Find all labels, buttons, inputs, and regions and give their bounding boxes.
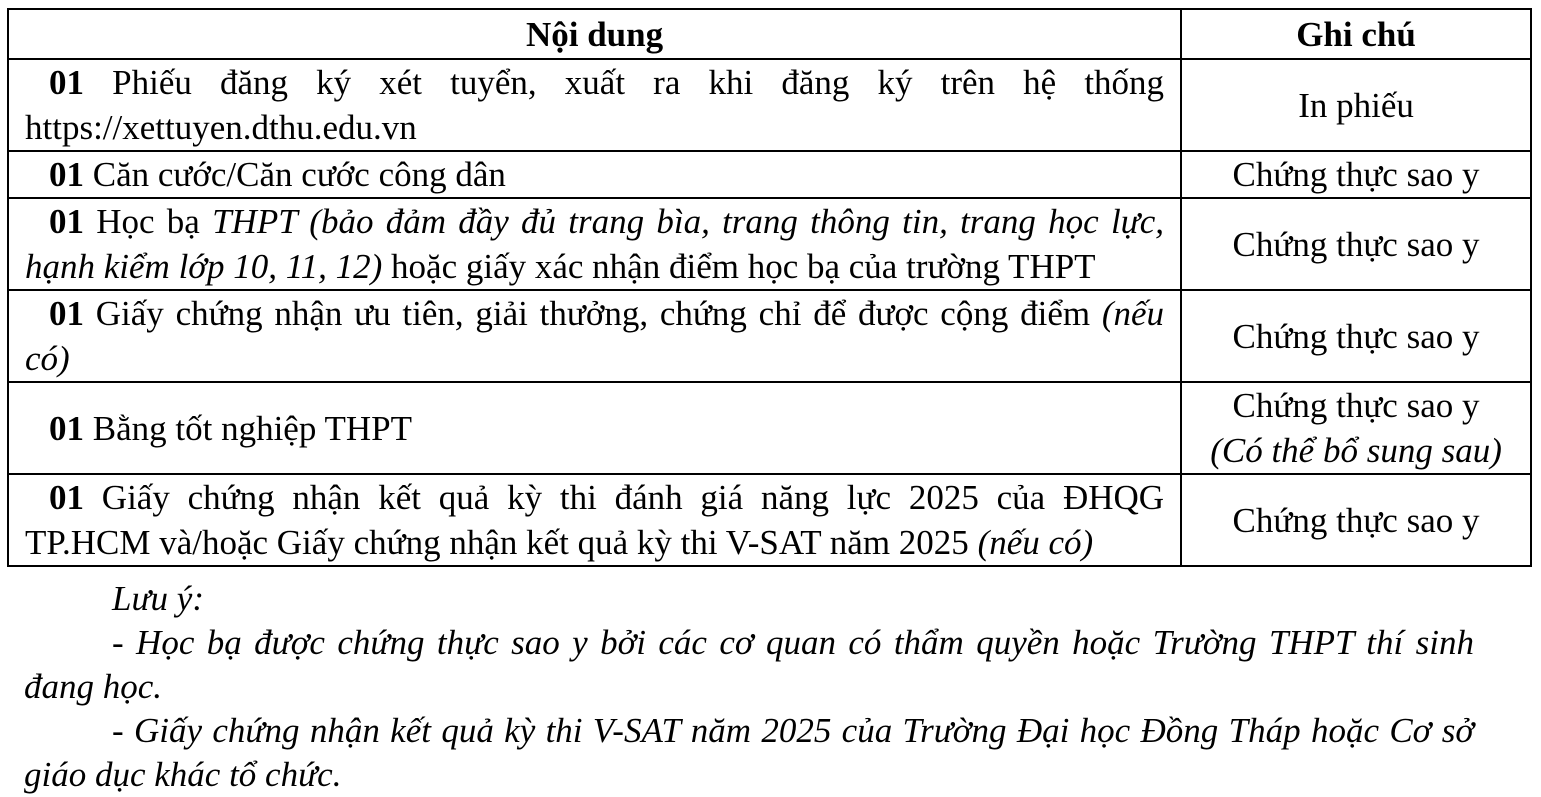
- item-text: Giấy chứng nhận kết quả kỳ thi đánh giá năng lực 2025 của ĐHQG TP.HCM và/hoặc Giấy chứng nhận kết quả kỳ thi V-SAT năm 2025: [25, 478, 1165, 562]
- row-note: Chứng thực sao y: [1181, 151, 1531, 198]
- table-header-row: [8, 9, 1531, 59]
- header-content: Nội dung: [8, 9, 1181, 59]
- item-text: Giấy chứng nhận ưu tiên, giải thưởng, chứng chỉ để được cộng điểm: [84, 294, 1102, 333]
- item-count: 01: [49, 478, 84, 517]
- row-note: Chứng thực sao y: [1181, 198, 1531, 290]
- header-note: Ghi chú: [1181, 9, 1531, 59]
- row-content: [8, 198, 1181, 290]
- item-count: 01: [49, 202, 84, 241]
- row-content: [8, 474, 1181, 566]
- notes-item: - Học bạ được chứng thực sao y bởi các cơ quan có thẩm quyền hoặc Trường THPT thí sinh đang học.: [24, 623, 1474, 706]
- row-content: [8, 382, 1181, 474]
- item-text: Phiếu đăng ký xét tuyển, xuất ra khi đăng ký trên hệ thống https://xettuyen.dthu.edu.vn: [25, 63, 1165, 147]
- item-italic-text: (nếu có): [25, 294, 1165, 378]
- row-note: Chứng thực sao y: [1181, 290, 1531, 382]
- table-row: [8, 290, 1531, 382]
- item-italic-text: THPT (bảo đảm đầy đủ trang bìa, trang thông tin, trang học lực, hạnh kiểm lớp 10, 11, 12): [25, 202, 1165, 286]
- note-italic-line: (Có thể bổ sung sau): [1210, 431, 1502, 470]
- note-line: Chứng thực sao y: [1232, 386, 1480, 425]
- item-text: Học bạ: [84, 202, 213, 241]
- table-row: [8, 474, 1531, 566]
- table-row: [8, 382, 1531, 474]
- item-text: Bằng tốt nghiệp THPT: [84, 408, 412, 448]
- requirements-table: [7, 8, 1532, 567]
- item-italic-text: (nếu có): [977, 523, 1094, 562]
- row-note: In phiếu: [1181, 59, 1531, 151]
- table-row: [8, 198, 1531, 290]
- row-note: Chứng thực sao y: [1181, 474, 1531, 566]
- item-text: Căn cước/Căn cước công dân: [84, 155, 506, 194]
- notes-item: - Giấy chứng nhận kết quả kỳ thi V-SAT năm 2025 của Trường Đại học Đồng Tháp hoặc Cơ sở giáo dục khác tổ chức.: [24, 711, 1474, 794]
- row-content: [8, 151, 1181, 198]
- item-count: 01: [49, 63, 84, 102]
- table-row: [8, 151, 1531, 198]
- item-text-after: hoặc giấy xác nhận điểm học bạ của trường THPT: [382, 247, 1096, 286]
- item-count: 01: [49, 294, 84, 333]
- item-count: 01: [49, 155, 84, 194]
- table-row: [8, 59, 1531, 151]
- row-note: [1181, 382, 1531, 474]
- row-content: [8, 290, 1181, 382]
- notes-title: Lưu ý:: [112, 579, 204, 618]
- item-count: 01: [49, 408, 84, 448]
- row-content: [8, 59, 1181, 151]
- notes-section: [24, 577, 1474, 797]
